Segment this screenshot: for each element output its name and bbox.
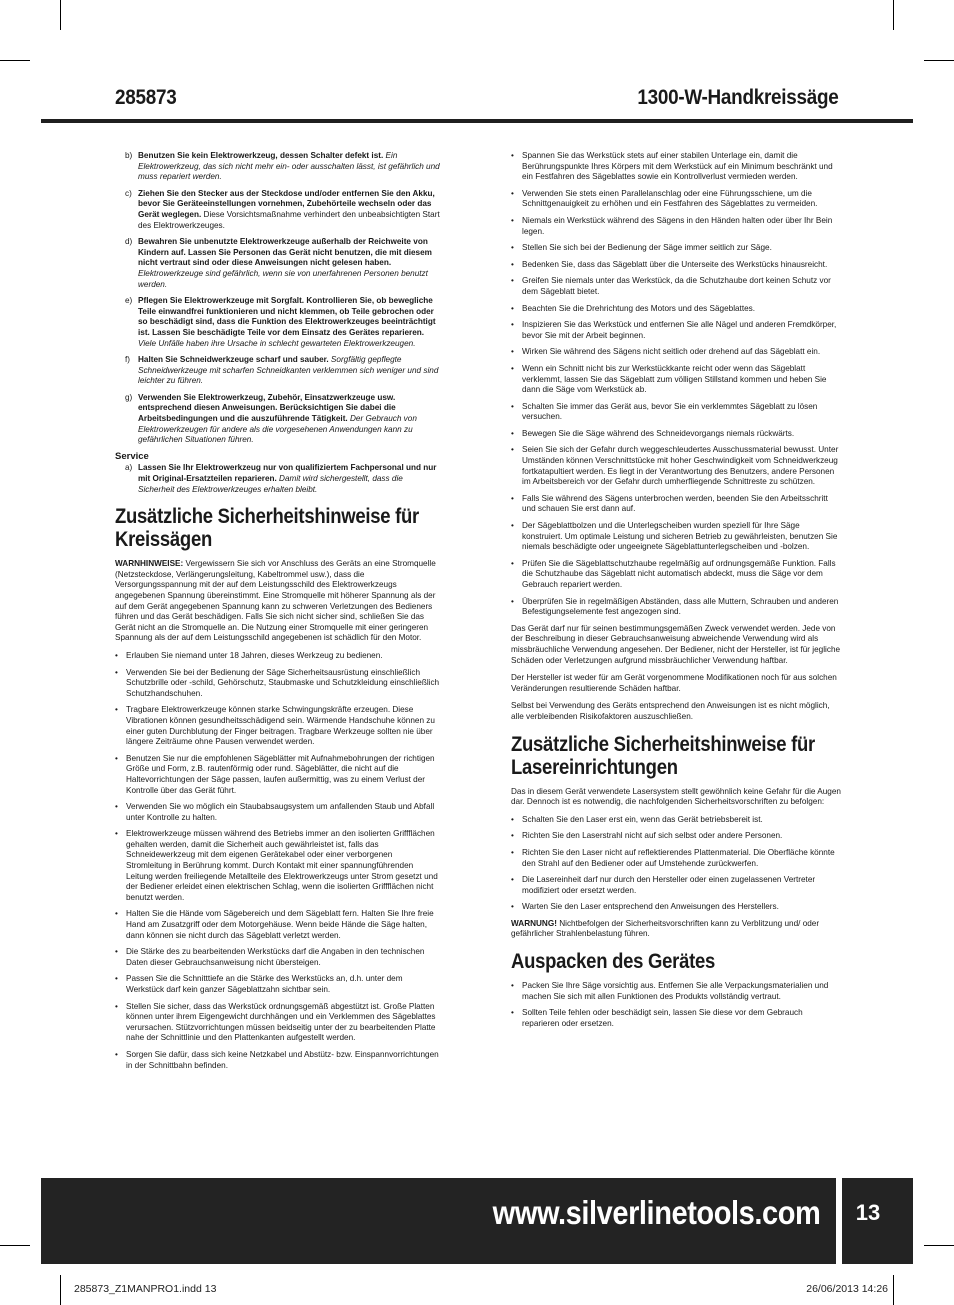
list-item xyxy=(115,393,440,446)
bullet-item: • Prüfen Sie die Sägeblattschutzhaube regelmäßig auf ordnungsgemäße Funktion. Falls die Schutzhaube das Sägeblatt nicht automatisch abdeckt, muss die Säge vor dem Gebrauch repariert werden. xyxy=(511,559,841,591)
list-item xyxy=(115,355,440,387)
bullet-item: • Spannen Sie das Werkstück stets auf einer stabilen Unterlage ein, damit die Berührungspunkte Ihres Körpers mit dem Werkstück auf ein Minimum beschränkt und ein Festfahren des Sägeblattes sowie ein Kontrollverlust vermieden werden. xyxy=(511,151,841,183)
bullet-item: • Erlauben Sie niemand unter 18 Jahren, dieses Werkzeug zu bedienen. xyxy=(115,651,440,662)
item-letter: c) xyxy=(125,188,132,198)
service-item xyxy=(115,463,440,495)
bullet-item: • Die Stärke des zu bearbeitenden Werkstücks darf die Angaben in den technischen Daten dieser Gebrauchsanweisung nicht übersteigen. xyxy=(115,947,440,968)
bullet-item: • Niemals ein Werkstück während des Sägens in den Händen halten oder über Ihr Bein legen. xyxy=(511,216,841,237)
item-bold-text: Pflegen Sie Elektrowerkzeuge mit Sorgfalt. Kontrollieren Sie, ob bewegliche Teile einwandfrei funktionieren und nicht klemmen, ob Teile gebrochen oder so beschädigt sind, dass die Funktion des Elektrowerkzeuges beeinträchtigt ist. Lassen Sie beschädigte Teile vor dem Einsatz des Gerätes reparieren. xyxy=(138,296,436,337)
crop-mark xyxy=(60,1275,61,1305)
page-number: 13 xyxy=(855,1200,881,1225)
bullet-item: • Bedenken Sie, dass das Sägeblatt über die Unterseite des Werkstücks hinausreicht. xyxy=(511,260,841,271)
item-italic-text: Ein Elektrowerkzeug, das sich nicht mehr ein- oder ausschalten lässt, ist gefährlich und muss repariert werden. xyxy=(138,151,440,182)
page-number-box xyxy=(842,1178,913,1264)
product-number: 285873 xyxy=(115,86,177,109)
item-italic-text: Viele Unfälle haben ihre Ursache in schlecht gewarteten Elektrowerkzeugen. xyxy=(138,338,416,348)
risk-paragraph: Selbst bei Verwendung des Geräts entsprechend den Anweisungen ist es nicht möglich, alle verbleibenden Risikofaktoren auszuschließen. xyxy=(511,701,830,721)
item-italic-text: Der Gebrauch von Elektrowerkzeugen für andere als die vorgesehenen Anwendungen kann zu gefährlichen Situationen führen. xyxy=(138,414,417,445)
service-heading: Service xyxy=(115,450,149,462)
item-letter: f) xyxy=(125,355,131,365)
laser-warning-label: WARNUNG! xyxy=(511,918,557,928)
item-italic-text: Sorgfältig gepflegte Schneidwerkzeuge mit scharfen Schneidkanten verklemmen sich weniger und sind leichter zu führen. xyxy=(138,355,439,386)
item-normal-text: Diese Vorsichtsmaßnahme verhindert den unbeabsichtigten Start des Elektrowerkzeuges. xyxy=(138,209,440,230)
bullet-item: • Sollten Teile fehlen oder beschädigt sein, lassen Sie diese vor dem Gebrauch reparieren oder ersetzen. xyxy=(511,1008,841,1029)
website-url[interactable]: www.silverlinetools.com xyxy=(492,1194,820,1231)
saw-safety-bullets xyxy=(115,651,440,1071)
bullet-item: • Benutzen Sie nur die empfohlenen Sägeblätter mit Aufnahmebohrungen der richtigen Größe und Form, z.B. rautenförmig oder rund. Sägeblätter, die nicht auf die Haltevorrichtungen der Säge passen, laufen außermittig, was zu einem Verlust der Kontrolle über das Gerät führt. xyxy=(115,754,440,796)
crop-mark xyxy=(0,60,30,61)
item-letter: a) xyxy=(125,463,133,473)
warning-label: WARNHINWEISE: xyxy=(115,559,184,569)
crop-mark xyxy=(893,1275,894,1305)
crop-mark xyxy=(0,1245,30,1246)
bullet-item: • Beachten Sie die Drehrichtung des Motors und des Sägeblattes. xyxy=(511,304,841,315)
bullet-item: • Die Lasereinheit darf nur durch den Hersteller oder einen zugelassenen Vertreter modifiziert oder ersetzt werden. xyxy=(511,875,841,896)
warning-text: Vergewissern Sie sich vor Anschluss des Geräts an eine Stromquelle (Netzsteckdose, Verlängerungsleitung, Kabeltrommel usw.), dass die Versorgungsspannung mit der auf dem Leistungsschild des Elektrowerkzeugs angegebenen Spannung übereinstimmt. Eine Stromquelle mit höherer Spannung als der auf dem Gerät angegebenen Spannung kann zu schweren Verletzungen des Bedieners führen und das Gerät beschädigen. Falls Sie sich nicht sicher sind, schließen Sie das Gerät nicht an die Stromquelle an. Die Nutzung einer Stromquelle mit einer geringeren Spannung als der auf dem Leistungsschild angegebenen ist schädlich für den Motor. xyxy=(115,559,436,643)
warning-paragraph xyxy=(115,559,440,644)
crop-mark xyxy=(924,1245,954,1246)
bullet-item: • Passen Sie die Schnitttiefe an die Stärke des Werkstücks an, d.h. unter dem Werkstück darf kein ganzer Sägeblattzahn sichtbar sein. xyxy=(115,974,440,995)
item-bold-text: Verwenden Sie Elektrowerkzeug, Zubehör, Einsatzwerkzeuge usw. entsprechend diesen Anweisungen. Berücksichtigen Sie dabei die Arbeitsbedingungen und die auszuführende Tätigkeit. xyxy=(138,392,396,424)
slug-date: 26/06/2013 14:26 xyxy=(806,1283,888,1295)
item-bold-text: Bewahren Sie unbenutzte Elektrowerkzeuge außerhalb der Reichweite von Kindern auf. Lassen Sie Personen das Gerät nicht benutzen, die mit diesem nicht vertraut sind oder diese Anweisungen nicht gelesen haben. xyxy=(138,237,432,268)
bullet-item: • Richten Sie den Laserstrahl nicht auf sich selbst oder andere Personen. xyxy=(511,831,841,842)
bullet-item: • Greifen Sie niemals unter das Werkstück, da die Schutzhaube dort keinen Schutz vor dem Sägeblatt bietet. xyxy=(511,276,841,297)
list-item xyxy=(115,296,440,349)
bullet-item: • Inspizieren Sie das Werkstück und entfernen Sie alle Nägel und anderen Fremdkörper, bevor Sie mit der Arbeit beginnen. xyxy=(511,320,841,341)
item-letter: b) xyxy=(125,151,133,160)
item-bold-text: Ziehen Sie den Stecker aus der Steckdose und/oder entfernen Sie den Akku, bevor Sie Geräteeinstellungen vornehmen, Zubehörteile wechseln oder das Gerät weglegen. xyxy=(138,188,435,219)
bullet-item: • Falls Sie während des Sägens unterbrochen werden, beenden Sie den Arbeitsschritt und schauen Sie erst dann auf. xyxy=(511,494,841,515)
crop-mark xyxy=(60,0,61,30)
bullet-item: • Verwenden Sie wo möglich ein Staubabsaugsystem um anfallenden Staub und Abfall unter Kontrolle zu halten. xyxy=(115,802,440,823)
bullet-item: • Wirken Sie während des Sägens nicht seitlich oder drehend auf das Sägeblatt ein. xyxy=(511,347,841,358)
bullet-item: • Stellen Sie sicher, dass das Werkstück ordnungsgemäß abgestützt ist. Große Platten können unter ihrem Eigengewicht durchhängen und ein Verklemmen des Sägeblattes verursachen. Stützvorrichtungen müssen beidseitig unter der zu bearbeitenden Platte nahe der Schnittlinie und den Plattenkanten aufgestellt werden. xyxy=(115,1002,440,1044)
safety-list xyxy=(115,151,440,446)
bullet-item: • Verwenden Sie stets einen Parallelanschlag oder eine Führungsschiene, um die Schnittgenauigkeit zu erhöhen und ein Festfahren des Sägeblattes zu vermeiden. xyxy=(511,189,841,210)
liability-paragraph: Der Hersteller ist weder für am Gerät vorgenommene Modifikationen noch für aus solchen Veränderungen resultierende Schäden haftbar. xyxy=(511,673,837,693)
saw-usage-bullets xyxy=(511,151,841,618)
bullet-item: • Richten Sie den Laser nicht auf reflektierendes Plattenmaterial. Die Oberfläche könnte den Strahl auf den Bediener oder auf Umstehende zurückwerfen. xyxy=(511,848,841,869)
crop-mark xyxy=(924,60,954,61)
usage-paragraph: Das Gerät darf nur für seinen bestimmungsgemäßen Zweck verwendet werden. Jede von der Beschreibung in dieser Gebrauchsanweisung abweichende Verwendung wird als missbräuchliche Verwendung angesehen. Der Bediener, nicht der Hersteller, ist für jegliche Schäden oder Verletzungen aufgrund missbräuchlicher Verwendung haftbar. xyxy=(511,623,841,665)
list-item xyxy=(115,189,440,231)
bullet-item: • Warten Sie den Laser entsprechend den Anweisungen des Herstellers. xyxy=(511,902,841,913)
bullet-item: • Packen Sie Ihre Säge vorsichtig aus. Entfernen Sie alle Verpackungsmaterialien und machen Sie sich mit allen Funktionen des Produkts vollständig vertraut. xyxy=(511,981,841,1002)
item-letter: g) xyxy=(125,392,133,402)
bullet-item: • Stellen Sie sich bei der Bedienung der Säge immer seitlich zur Säge. xyxy=(511,243,841,254)
item-italic-text: Damit wird sichergestellt, dass die Sicherheit des Elektrowerkzeuges erhalten bleibt. xyxy=(138,474,403,494)
bullet-item: • Wenn ein Schnitt nicht bis zur Werkstückkante reicht oder wenn das Sägeblatt verklemmt, lassen Sie das Sägeblatt zum völligen Stillstand kommen und heben Sie dann die Säge vom Werkstück ab. xyxy=(511,364,841,396)
item-letter: e) xyxy=(125,296,133,306)
bullet-item: • Schalten Sie immer das Gerät aus, bevor Sie ein verklemmtes Sägeblatt zu lösen versuchen. xyxy=(511,402,841,423)
bullet-item: • Elektrowerkzeuge müssen während des Betriebs immer an den isolierten Griffflächen gehalten werden, damit die Sicherheit auch gewährleistet ist, falls das Schneidewerkzeug mit dem eigenen Gerätekabel oder einer verborgenen Stromleitung in Berührung kommt. Durch Kontakt mit einer spannungführenden Leitung werden freiliegende Metallteile des Elektrowerkzeugs unter Strom gesetzt und der Bediener erleidet einen elektrischen Schlag, wenn die isolierten Griffflächen nicht benutzt werden. xyxy=(115,829,440,903)
unpack-bullets xyxy=(511,981,841,1029)
section-heading-laser: Zusätzliche Sicherheitshinweise für Lasereinrichtungen xyxy=(511,732,815,779)
bullet-item: • Verwenden Sie bei der Bedienung der Säge Sicherheitsausrüstung einschließlich Schutzbrille oder -schild, Gehörschutz, Staubmaske und Schutzkleidung einschließlich Schutzhandschuhen. xyxy=(115,668,440,700)
list-item xyxy=(115,237,440,290)
laser-warning xyxy=(511,919,841,940)
bullet-item: • Überprüfen Sie in regelmäßigen Abständen, dass alle Muttern, Schrauben und anderen Befestigungselemente fest angezogen sind. xyxy=(511,597,841,618)
bullet-item: • Halten Sie die Hände vom Sägebereich und dem Sägeblatt fern. Halten Sie Ihre freie Hand am Zusatzgriff oder dem Motorgehäuse. Wenn beide Hände die Säge halten, dann können sie nicht durch das Sägeblatt verletzt werden. xyxy=(115,909,440,941)
slug-filename: 285873_Z1MANPRO1.indd 13 xyxy=(74,1283,217,1295)
header-rule xyxy=(41,119,913,123)
laser-intro: Das in diesem Gerät verwendete Lasersystem stellt gewöhnlich keine Gefahr für die Augen dar. Dennoch ist es notwendig, die nachfolgenden Sicherheitsvorschriften zu befolgen: xyxy=(511,786,841,807)
item-bold-text: Benutzen Sie kein Elektrowerkzeug, dessen Schalter defekt ist. xyxy=(138,151,384,160)
item-bold-text: Halten Sie Schneidwerkzeuge scharf und sauber. xyxy=(138,355,329,365)
item-letter: d) xyxy=(125,237,133,247)
bullet-item: • Tragbare Elektrowerkzeuge können starke Schwingungskräfte erzeugen. Diese Vibrationen können gesundheitsschädigend sein. Wärmende Handschuhe können zu einer guten Durchblutung der Finger beitragen. Tragbare Werkzeuge sollten nie über längere Zeiträume ohne Pausen verwendet werden. xyxy=(115,705,440,747)
item-italic-text: Elektrowerkzeuge sind gefährlich, wenn sie von unerfahrenen Personen benutzt werden. xyxy=(138,268,428,289)
crop-mark xyxy=(893,0,894,30)
bullet-item: • Schalten Sie den Laser erst ein, wenn das Gerät betriebsbereit ist. xyxy=(511,815,841,826)
bullet-item: • Bewegen Sie die Säge während des Schneidevorgangs niemals rückwärts. xyxy=(511,429,841,440)
item-bold-text: Lassen Sie Ihr Elektrowerkzeug nur von qualifiziertem Fachpersonal und nur mit Original-Ersatzteilen reparieren. xyxy=(138,463,437,484)
list-item xyxy=(115,151,440,183)
page-title: 1300-W-Handkreissäge xyxy=(637,86,839,109)
bullet-item: • Der Sägeblattbolzen und die Unterlegscheiben wurden speziell für Ihre Säge konstruiert. Um optimale Leistung und sicheren Betrieb zu gewährleisten, benutzen Sie niemals beschädigte oder ungeeignete Sägeblattunterlegscheiben und -bolzen. xyxy=(511,521,841,553)
laser-bullets xyxy=(511,815,841,913)
section-heading-unpack: Auspacken des Gerätes xyxy=(511,950,716,974)
laser-warning-text: Nichtbefolgen der Sicherheitsvorschriften kann zu Verblitzung und/ oder gefährlicher Strahlenbelastung führen. xyxy=(511,918,820,939)
bullet-item: • Sorgen Sie dafür, dass sich keine Netzkabel und Abstütz- bzw. Einspannvorrichtungen in der Schnittbahn befinden. xyxy=(115,1050,440,1071)
footer-bar xyxy=(41,1178,836,1264)
bullet-item: • Seien Sie sich der Gefahr durch weggeschleudertes Ausschussmaterial bewusst. Unter Umständen können Verschnittstücke mit hoher Geschwindigkeit vom Schneidwerkzeug fortkatapultiert werden. Es liegt in der Verantwortung des Benutzers, andere Personen im Arbeitsbereich vor der Gefahr durch umherfliegende Schnittreste zu schützen. xyxy=(511,445,841,487)
section-heading-kreissaegen: Zusätzliche Sicherheitshinweise für Kreissägen xyxy=(115,505,419,552)
left-column xyxy=(115,151,440,1077)
right-column xyxy=(511,151,841,1035)
